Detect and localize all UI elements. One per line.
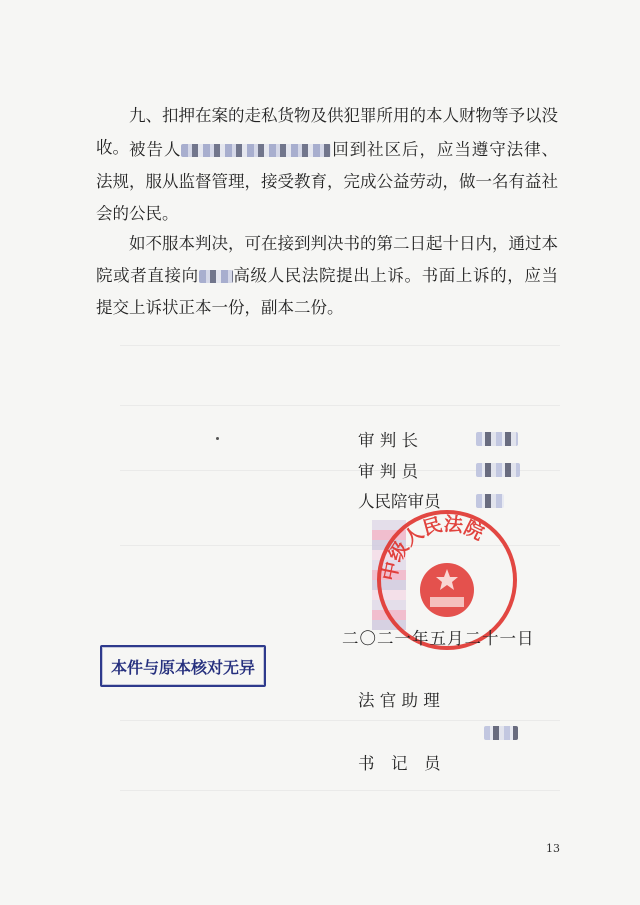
paragraph-confiscation: 九、扣押在案的走私货物及供犯罪所用的本人财物等予以没收。	[96, 106, 558, 157]
redacted-province	[199, 270, 233, 283]
paragraph-community: 被告人 回到社区后，应当遵守法律、法规，服从监督管理，接受教育，完成公益劳动，做一名有益社会的公民。	[96, 140, 558, 223]
judicial-assistant-label: 法 官 助 理	[358, 691, 440, 710]
bleed-through-line	[120, 345, 560, 346]
presiding-judge-label: 审 判 长	[358, 431, 418, 450]
page-number: 13	[546, 842, 560, 855]
seal-text: 中级人民法院	[378, 513, 488, 583]
redacted-assistant	[484, 726, 518, 740]
speck	[216, 437, 219, 440]
certified-copy-stamp: 本件与原本核对无异	[100, 645, 266, 687]
paragraph-appeal: 如不服本判决，可在接到判决书的第二日起十日内，通过本院或者直接向 高级人民法院提出上诉。书面上诉的，应当提交上诉状正本一份，副本二份。	[96, 234, 559, 317]
clerk-label: 书 记 员	[358, 754, 441, 773]
redacted-judge	[476, 463, 520, 477]
redacted-name	[181, 144, 331, 157]
bleed-through-line	[120, 405, 560, 406]
bleed-through-line	[120, 790, 560, 791]
bleed-through-line	[120, 720, 560, 721]
redacted-presiding-judge	[476, 432, 518, 446]
judgment-date: 二〇二一年五月二十一日	[342, 629, 535, 648]
juror-label: 人民陪审员	[358, 492, 441, 511]
judge-label: 审 判 员	[358, 462, 418, 481]
